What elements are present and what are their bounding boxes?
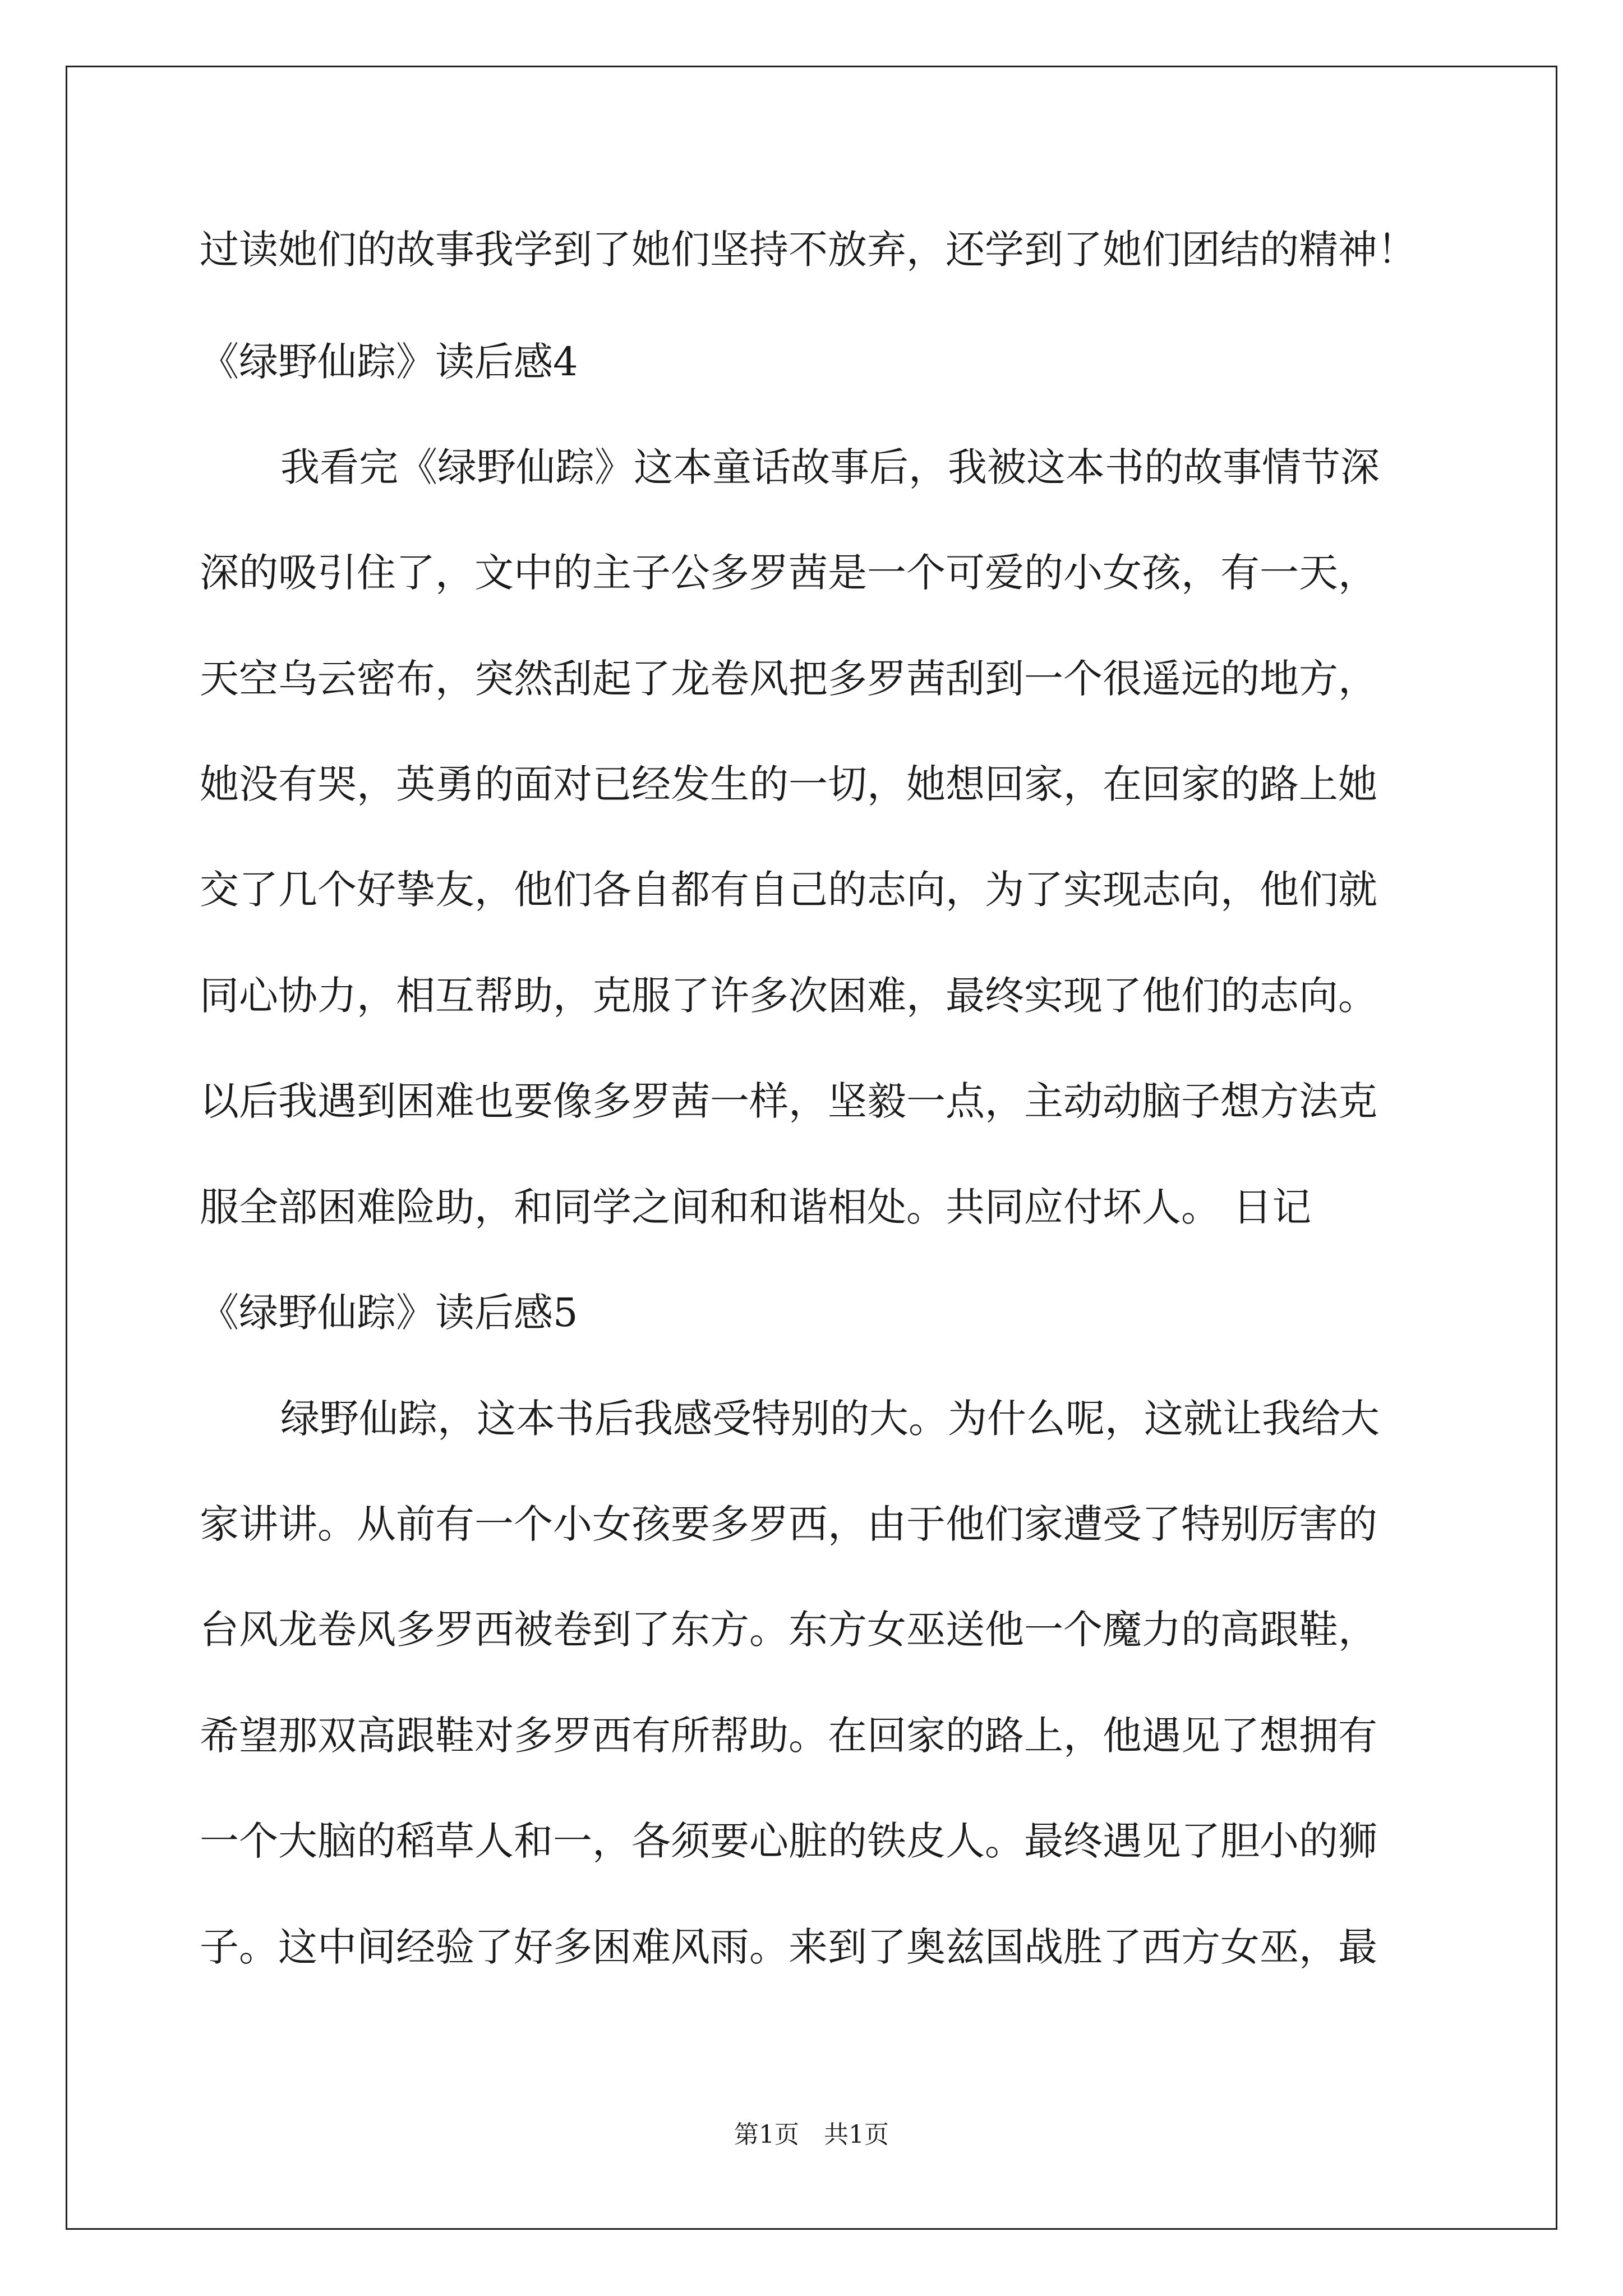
section-heading: 《绿野仙踪》读后感4: [200, 339, 578, 385]
page-footer: 第1页 共1页: [734, 2120, 889, 2149]
text-line: 交了几个好挚友，他们各自都有自己的志向，为了实现志向，他们就: [200, 867, 1377, 913]
text-line: 家讲讲。从前有一个小女孩要多罗西，由于他们家遭受了特别厉害的: [200, 1501, 1377, 1547]
text-line: 我看完《绿野仙踪》这本童话故事后，我被这本书的故事情节深: [280, 444, 1380, 490]
text-line: 服全部困难险助，和同学之间和和谐相处。共同应付坏人。 日记: [200, 1184, 1312, 1230]
section-heading: 《绿野仙踪》读后感5: [200, 1290, 578, 1336]
text-line: 以后我遇到困难也要像多罗茜一样，坚毅一点，主动动脑子想方法克: [200, 1078, 1377, 1124]
page-border: [66, 66, 1557, 2230]
text-line: 她没有哭，英勇的面对已经发生的一切，她想回家，在回家的路上她: [200, 761, 1377, 807]
text-line: 子。这中间经验了好多困难风雨。来到了奥兹国战胜了西方女巫，最: [200, 1924, 1377, 1970]
text-line: 一个大脑的稻草人和一，各须要心脏的铁皮人。最终遇见了胆小的狮: [200, 1818, 1377, 1864]
text-line: 台风龙卷风多罗西被卷到了东方。东方女巫送他一个魔力的高跟鞋，: [200, 1607, 1377, 1653]
text-line: 过读她们的故事我学到了她们坚持不放弃，还学到了她们团结的精神！: [200, 227, 1417, 273]
text-line: 同心协力，相互帮助，克服了许多次困难，最终实现了他们的志向。: [200, 973, 1377, 1019]
text-line: 希望那双高跟鞋对多罗西有所帮助。在回家的路上，他遇见了想拥有: [200, 1713, 1377, 1759]
text-line: 深的吸引住了，文中的主子公多罗茜是一个可爱的小女孩，有一天，: [200, 550, 1377, 596]
text-line: 天空乌云密布，突然刮起了龙卷风把多罗茜刮到一个很遥远的地方，: [200, 656, 1377, 702]
text-line: 绿野仙踪，这本书后我感受特别的大。为什么呢，这就让我给大: [280, 1396, 1380, 1442]
